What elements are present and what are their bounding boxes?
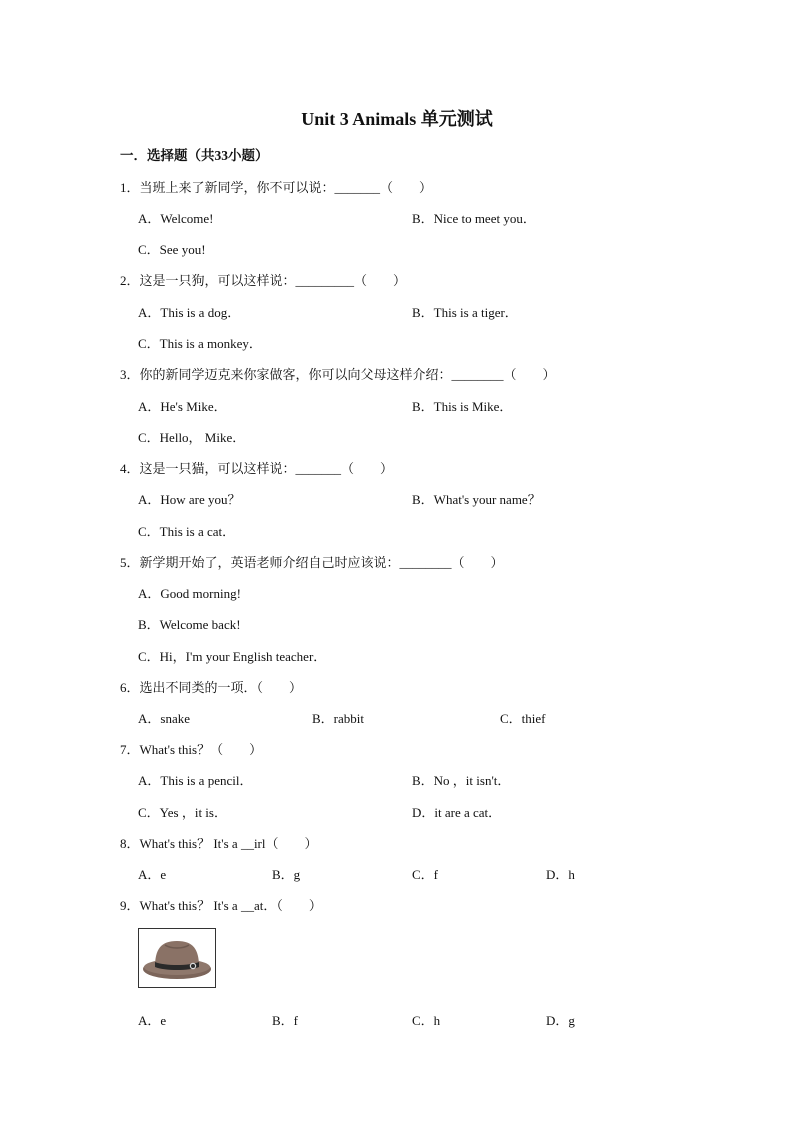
q4-option-b[interactable]: B．What's your name？ [412, 492, 541, 507]
q1-option-c[interactable]: C．See you! [138, 242, 206, 257]
q3-option-c[interactable]: C．Hello， Mike． [138, 430, 246, 445]
q4-option-a[interactable]: A．How are you？ [138, 492, 241, 507]
q9-option-d[interactable]: D．g [546, 1013, 575, 1028]
q6-option-b[interactable]: B．rabbit [312, 711, 364, 726]
q1-option-a[interactable]: A．Welcome! [138, 211, 214, 226]
q6-option-c[interactable]: C．thief [500, 711, 546, 726]
page-title: Unit 3 Animals 单元测试 [301, 109, 493, 129]
question-9: 9．What's this？ It's a __at．（ ） [120, 898, 322, 913]
q5-option-b[interactable]: B．Welcome back! [138, 617, 241, 632]
q7-option-b[interactable]: B．No ，it isn't． [412, 773, 511, 788]
section-heading: 一．选择题（共33小题） [120, 148, 269, 163]
q5-option-a[interactable]: A．Good morning! [138, 586, 241, 601]
q2-option-a[interactable]: A．This is a dog． [138, 305, 241, 320]
q8-option-d[interactable]: D．h [546, 867, 575, 882]
hat-icon [139, 929, 215, 987]
q9-option-a[interactable]: A．e [138, 1013, 167, 1028]
question-8: 8．What's this？ It's a __irl（ ） [120, 836, 318, 851]
question-2: 2．这是一只狗，可以这样说：_________（ ） [120, 273, 407, 288]
q6-option-a[interactable]: A．snake [138, 711, 190, 726]
question-5: 5．新学期开始了，英语老师介绍自己时应该说：________（ ） [120, 555, 504, 570]
question-7: 7．What's this？（ ） [120, 742, 263, 757]
q3-option-a[interactable]: A．He's Mike． [138, 399, 227, 414]
q9-option-b[interactable]: B．f [272, 1013, 299, 1028]
question-3: 3．你的新同学迈克来你家做客，你可以向父母这样介绍：________（ ） [120, 367, 556, 382]
q3-option-b[interactable]: B．This is Mike． [412, 399, 513, 414]
q8-option-b[interactable]: B．g [272, 867, 301, 882]
question-6: 6．选出不同类的一项．（ ） [120, 680, 303, 695]
q7-option-d[interactable]: D．it are a cat． [412, 805, 502, 820]
q4-option-c[interactable]: C．This is a cat． [138, 524, 236, 539]
q9-option-c[interactable]: C．h [412, 1013, 441, 1028]
hat-image [138, 928, 216, 988]
q1-option-b[interactable]: B．Nice to meet you． [412, 211, 536, 226]
q7-option-a[interactable]: A．This is a pencil． [138, 773, 253, 788]
q8-option-a[interactable]: A．e [138, 867, 167, 882]
q2-option-c[interactable]: C．This is a monkey． [138, 336, 262, 351]
q7-option-c[interactable]: C．Yes ，it is． [138, 805, 227, 820]
question-1: 1．当班上来了新同学，你不可以说：_______（ ） [120, 180, 433, 195]
question-4: 4．这是一只猫，可以这样说：_______（ ） [120, 461, 394, 476]
q5-option-c[interactable]: C．Hi，I'm your English teacher． [138, 649, 327, 664]
q8-option-c[interactable]: C．f [412, 867, 439, 882]
q2-option-b[interactable]: B．This is a tiger． [412, 305, 518, 320]
